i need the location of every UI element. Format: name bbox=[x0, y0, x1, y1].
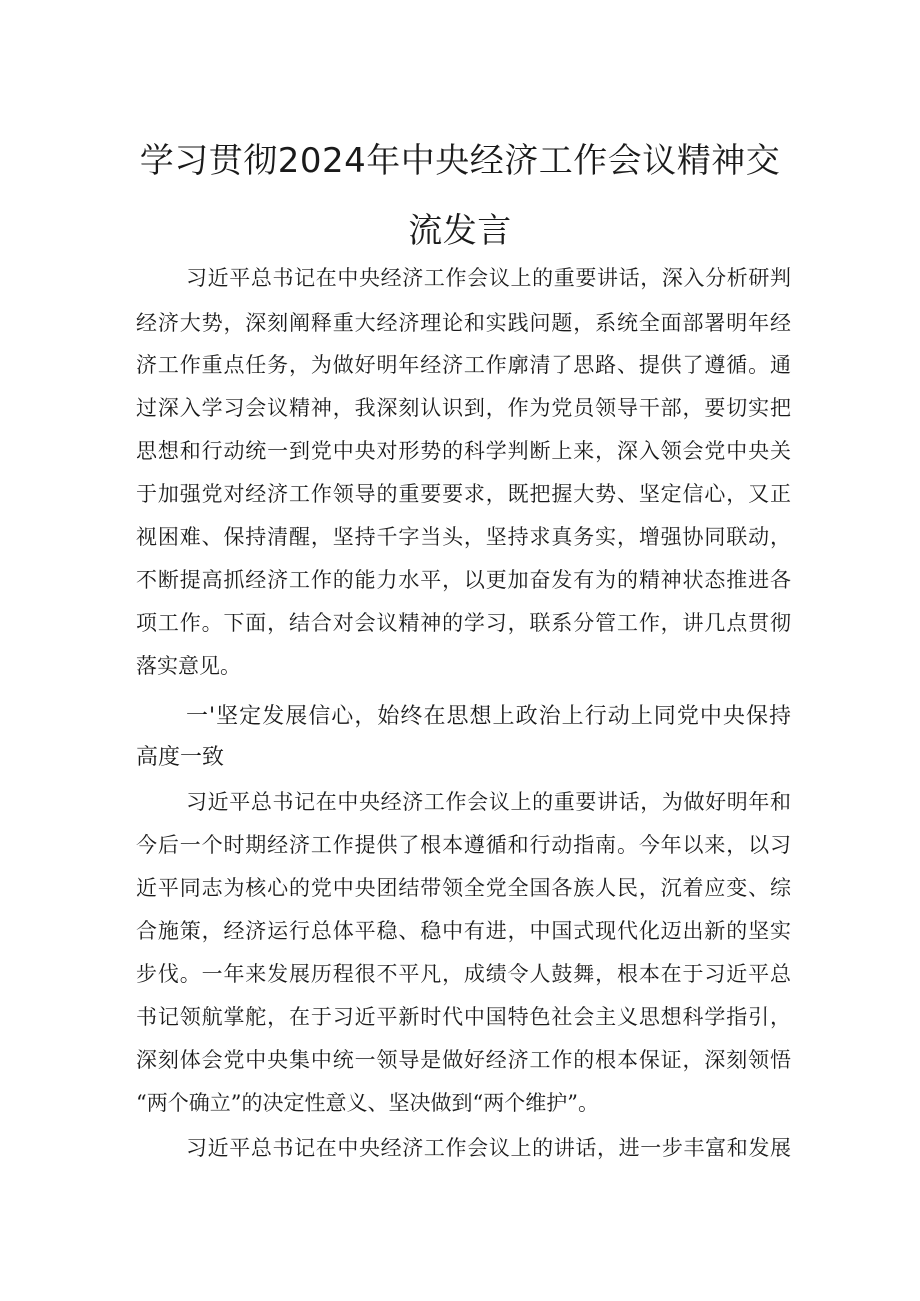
paragraph-3-line-1: 习近平总书记在中央经济工作会议上的讲话，进一步丰富和发展 bbox=[186, 1136, 791, 1160]
paragraph-2-line-4: 合施策，经济运行总体平稳、稳中有进，中国式现代化迈出新的坚实 bbox=[136, 919, 791, 943]
paragraph-1-line-3: 济工作重点任务，为做好明年经济工作廓清了思路、提供了遵循。通 bbox=[136, 353, 791, 377]
paragraph-1-line-10: 落实意见。 bbox=[136, 654, 241, 678]
paragraph-2-line-2: 今后一个时期经济工作提供了根本遵循和行动指南。今年以来，以习 bbox=[136, 833, 791, 857]
paragraph-2-line-7: 深刻体会党中央集中统一领导是做好经济工作的根本保证，深刻领悟 bbox=[136, 1048, 791, 1072]
paragraph-1-line-6: 于加强党对经济工作领导的重要要求，既把握大势、坚定信心，又正 bbox=[136, 482, 791, 506]
paragraph-2-line-6: 书记领航掌舵，在于习近平新时代中国特色社会主义思想科学指引， bbox=[136, 1005, 791, 1029]
paragraph-2-line-5: 步伐。一年来发展历程很不平凡，成绩令人鼓舞，根本在于习近平总 bbox=[136, 962, 791, 986]
paragraph-1-line-7: 视困难、保持清醒，坚持千字当头，坚持求真务实，增强协同联动， bbox=[136, 525, 791, 549]
section-heading-1-line-1: 一'坚定发展信心，始终在思想上政治上行动上同党中央保持 bbox=[186, 704, 791, 729]
paragraph-1-line-1: 习近平总书记在中央经济工作会议上的重要讲话，深入分析研判 bbox=[186, 266, 791, 290]
paragraph-1-line-9: 项工作。下面，结合对会议精神的学习，联系分管工作，讲几点贯彻 bbox=[136, 611, 791, 635]
paragraph-1-line-4: 过深入学习会议精神，我深刻认识到，作为党员领导干部，要切实把 bbox=[136, 396, 791, 420]
paragraph-1-line-8: 不断提高抓经济工作的能力水平，以更加奋发有为的精神状态推进各 bbox=[136, 568, 791, 592]
paragraph-2-line-8: “两个确立”的决定性意义、坚决做到“两个维护”。 bbox=[136, 1091, 599, 1115]
paragraph-2-line-3: 近平同志为核心的党中央团结带领全党全国各族人民，沉着应变、综 bbox=[136, 876, 791, 900]
document-title-line-2: 流发言 bbox=[408, 211, 512, 251]
paragraph-1-line-5: 思想和行动统一到党中央对形势的科学判断上来，深入领会党中央关 bbox=[136, 439, 791, 463]
paragraph-2-line-1: 习近平总书记在中央经济工作会议上的重要讲话，为做好明年和 bbox=[186, 790, 791, 814]
paragraph-1-line-2: 经济大势，深刻阐释重大经济理论和实践问题，系统全面部署明年经 bbox=[136, 311, 791, 335]
section-heading-1-line-2: 高度一致 bbox=[136, 745, 225, 770]
document-title-line-1: 学习贯彻2024年中央经济工作会议精神交 bbox=[139, 141, 781, 181]
